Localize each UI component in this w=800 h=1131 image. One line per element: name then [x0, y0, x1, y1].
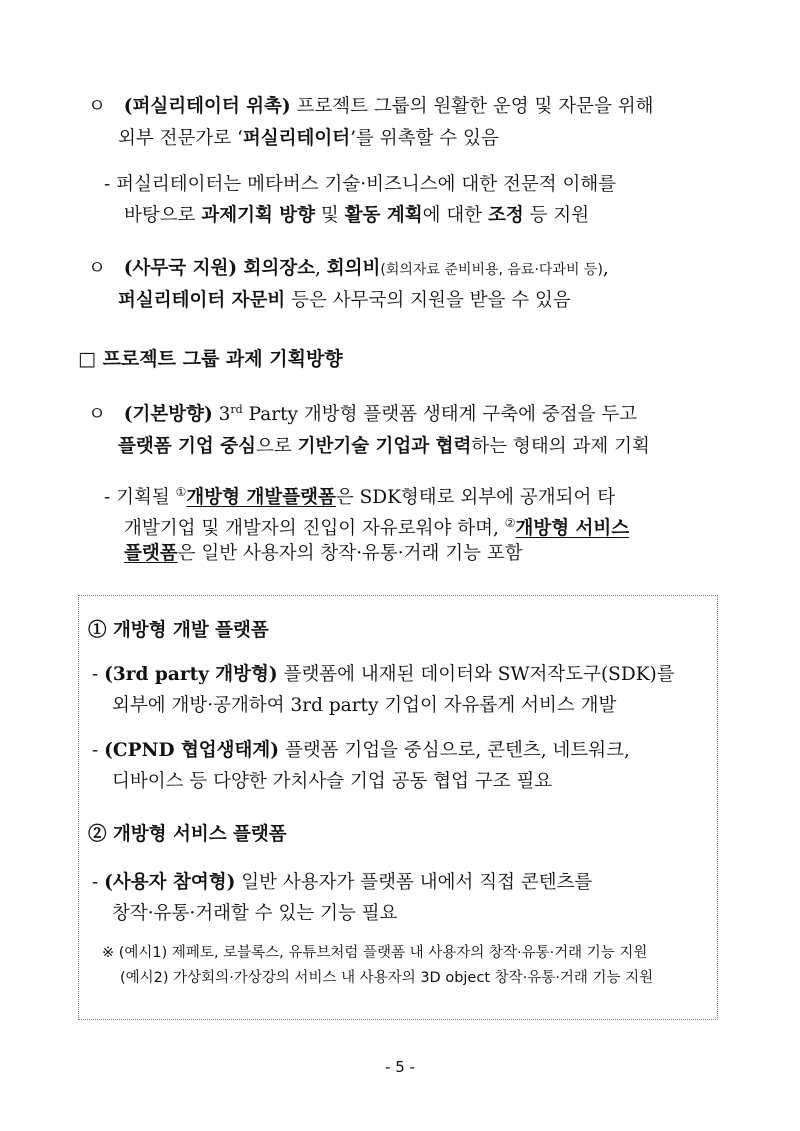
- text-item3-2: 창작·유통·거래할 수 있는 기능 필요: [112, 903, 398, 924]
- text-sub3-2a: 개발기업 및 개발자의 진입이 자유로워야 하며,: [124, 518, 505, 540]
- bullet-facilitator: [88, 94, 654, 120]
- note-example-2: [120, 967, 653, 989]
- dash-mark: -: [104, 487, 111, 509]
- text-secretariat-2: 등은 사무국의 지원을 받을 수 있음: [285, 290, 571, 311]
- bullet-secretariat: [88, 256, 609, 283]
- dash-mark: -: [92, 872, 99, 893]
- bold-facilitator: 퍼실리테이터: [242, 128, 351, 149]
- text-item1-2: 외부에 개방·공개하여 3rd party 기업이 자유롭게 서비스 개발: [112, 695, 617, 716]
- dash-mark: -: [92, 740, 99, 761]
- text-3: 3: [212, 404, 231, 425]
- line-basic-direction-2: [118, 434, 650, 460]
- label-basic-direction: (기본방향): [123, 404, 213, 425]
- bold-sub-2c: 조정: [488, 205, 524, 226]
- box-item-2-line-2: [112, 769, 552, 795]
- bold-platform: 플랫폼: [124, 543, 178, 564]
- label-secretariat: (사무국 지원): [123, 258, 238, 279]
- text-sub-2b: 및: [315, 205, 345, 226]
- label-facilitator: (퍼실리테이터 위촉): [123, 96, 291, 117]
- text-item2-2: 디바이스 등 다양한 가치사슬 기업 공동 협업 구조 필요: [112, 771, 553, 792]
- text-item3-1: 일반 사용자가 플랫폼 내에서 직접 콘텐츠를: [235, 872, 593, 893]
- text-sub-2c: 에 대한: [422, 205, 488, 226]
- text-sub3-1a: 기획될: [110, 487, 176, 509]
- box-item-2-line-1: [92, 738, 630, 764]
- bullet-mark: ㅇ: [88, 96, 106, 117]
- line-secretariat-2: [118, 288, 571, 314]
- text-item2-1: 플랫폼 기업을 중심으로, 콘텐츠, 네트워크,: [279, 740, 630, 761]
- box-item-1-line-1: [92, 662, 675, 688]
- note-example-1-text: ※ (예시1) 제페토, 로블록스, 유튜브처럼 플랫폼 내 사용자의 창작·유통·거래 기능 지원: [102, 945, 648, 961]
- section-heading: [78, 346, 343, 372]
- box-heading-1: [88, 618, 269, 644]
- sup-rd: rd: [230, 402, 243, 416]
- text-sub-facilitator-1: 퍼실리테이터는 메타버스 기술·비즈니스에 대한 전문적 이해를: [110, 174, 617, 195]
- dash-mark: -: [104, 174, 111, 195]
- circled-two: ②: [504, 516, 516, 530]
- bold-meeting-cost: 회의비: [326, 258, 381, 279]
- small-meeting-cost-detail: (회의자료 준비비용, 음료·다과비 등): [380, 262, 603, 278]
- text-facilitator-1: 프로젝트 그룹의 원활한 운영 및 자문을 위해: [290, 96, 654, 117]
- text-3-2b: 하는 형태의 과제 기획: [471, 436, 650, 457]
- bullet-basic-direction: [88, 402, 637, 428]
- text-party: Party 개방형 플랫폼 생태계 구축에 중점을 두고: [242, 404, 638, 425]
- bullet-mark: ㅇ: [88, 404, 106, 425]
- bold-sub-2a: 과제기획 방향: [201, 205, 316, 226]
- text-comma-2: ,: [602, 258, 609, 279]
- text-facilitator-2a: 외부 전문가로 ‘: [118, 128, 243, 149]
- sub-facilitator-1: [104, 172, 616, 198]
- box-item-1-line-2: [112, 693, 616, 719]
- sub-basic-2: [124, 510, 629, 542]
- bullet-mark: ㅇ: [88, 258, 106, 279]
- dash-mark: -: [92, 664, 99, 685]
- box-heading-2: [88, 822, 287, 848]
- circled-one: ①: [175, 485, 187, 499]
- note-example-1: [102, 942, 647, 964]
- text-sub3-3: 은 일반 사용자의 창작·유통·거래 기능 포함: [177, 543, 523, 564]
- box-heading-1-text: ① 개방형 개발 플랫폼: [88, 620, 269, 641]
- label-user-participation: (사용자 참여형): [104, 872, 236, 893]
- text-3-2a: 으로: [255, 436, 298, 457]
- bold-venue: 회의장소: [237, 258, 316, 279]
- text-item1-1: 플랫폼에 내재된 데이터와 SW저작도구(SDK)를: [277, 664, 675, 685]
- page-number: - 5 -: [385, 1058, 415, 1076]
- box-item-3-line-1: [92, 870, 592, 896]
- checkbox-square-icon: □: [78, 348, 96, 370]
- bold-open-service: 개방형 서비스: [515, 518, 630, 540]
- sub-basic-1: [104, 479, 615, 511]
- bold-platform-centered: 플랫폼 기업 중심: [118, 436, 256, 457]
- bold-advisory-fee: 퍼실리테이터 자문비: [118, 290, 286, 311]
- section-title: 프로젝트 그룹 과제 기획방향: [95, 348, 343, 370]
- bold-tech-cooperation: 기반기술 기업과 협력: [297, 436, 472, 457]
- text-sub-2d: 등 지원: [523, 205, 590, 226]
- box-item-3-line-2: [112, 901, 397, 927]
- text-sub-2a: 바탕으로: [124, 205, 202, 226]
- label-cpnd: (CPND 협업생태계): [104, 740, 280, 761]
- text-comma: ,: [315, 258, 327, 279]
- bold-open-dev-platform: 개방형 개발플랫폼: [186, 487, 336, 509]
- bold-sub-2b: 활동 계획: [344, 205, 423, 226]
- label-3rd-party: (3rd party 개방형): [104, 664, 278, 685]
- box-heading-2-text: ② 개방형 서비스 플랫폼: [88, 824, 287, 845]
- note-example-2-text: (예시2) 가상회의·가상강의 서비스 내 사용자의 3D object 창작·유통·거래 기능 지원: [120, 970, 654, 986]
- sub-basic-3: [124, 541, 523, 567]
- line-facilitator-2: [118, 126, 499, 152]
- text-sub3-1b: 은 SDK형태로 외부에 공개되어 타: [335, 487, 616, 509]
- sub-facilitator-2: [124, 203, 589, 229]
- text-facilitator-2b: ’를 위촉할 수 있음: [350, 128, 499, 149]
